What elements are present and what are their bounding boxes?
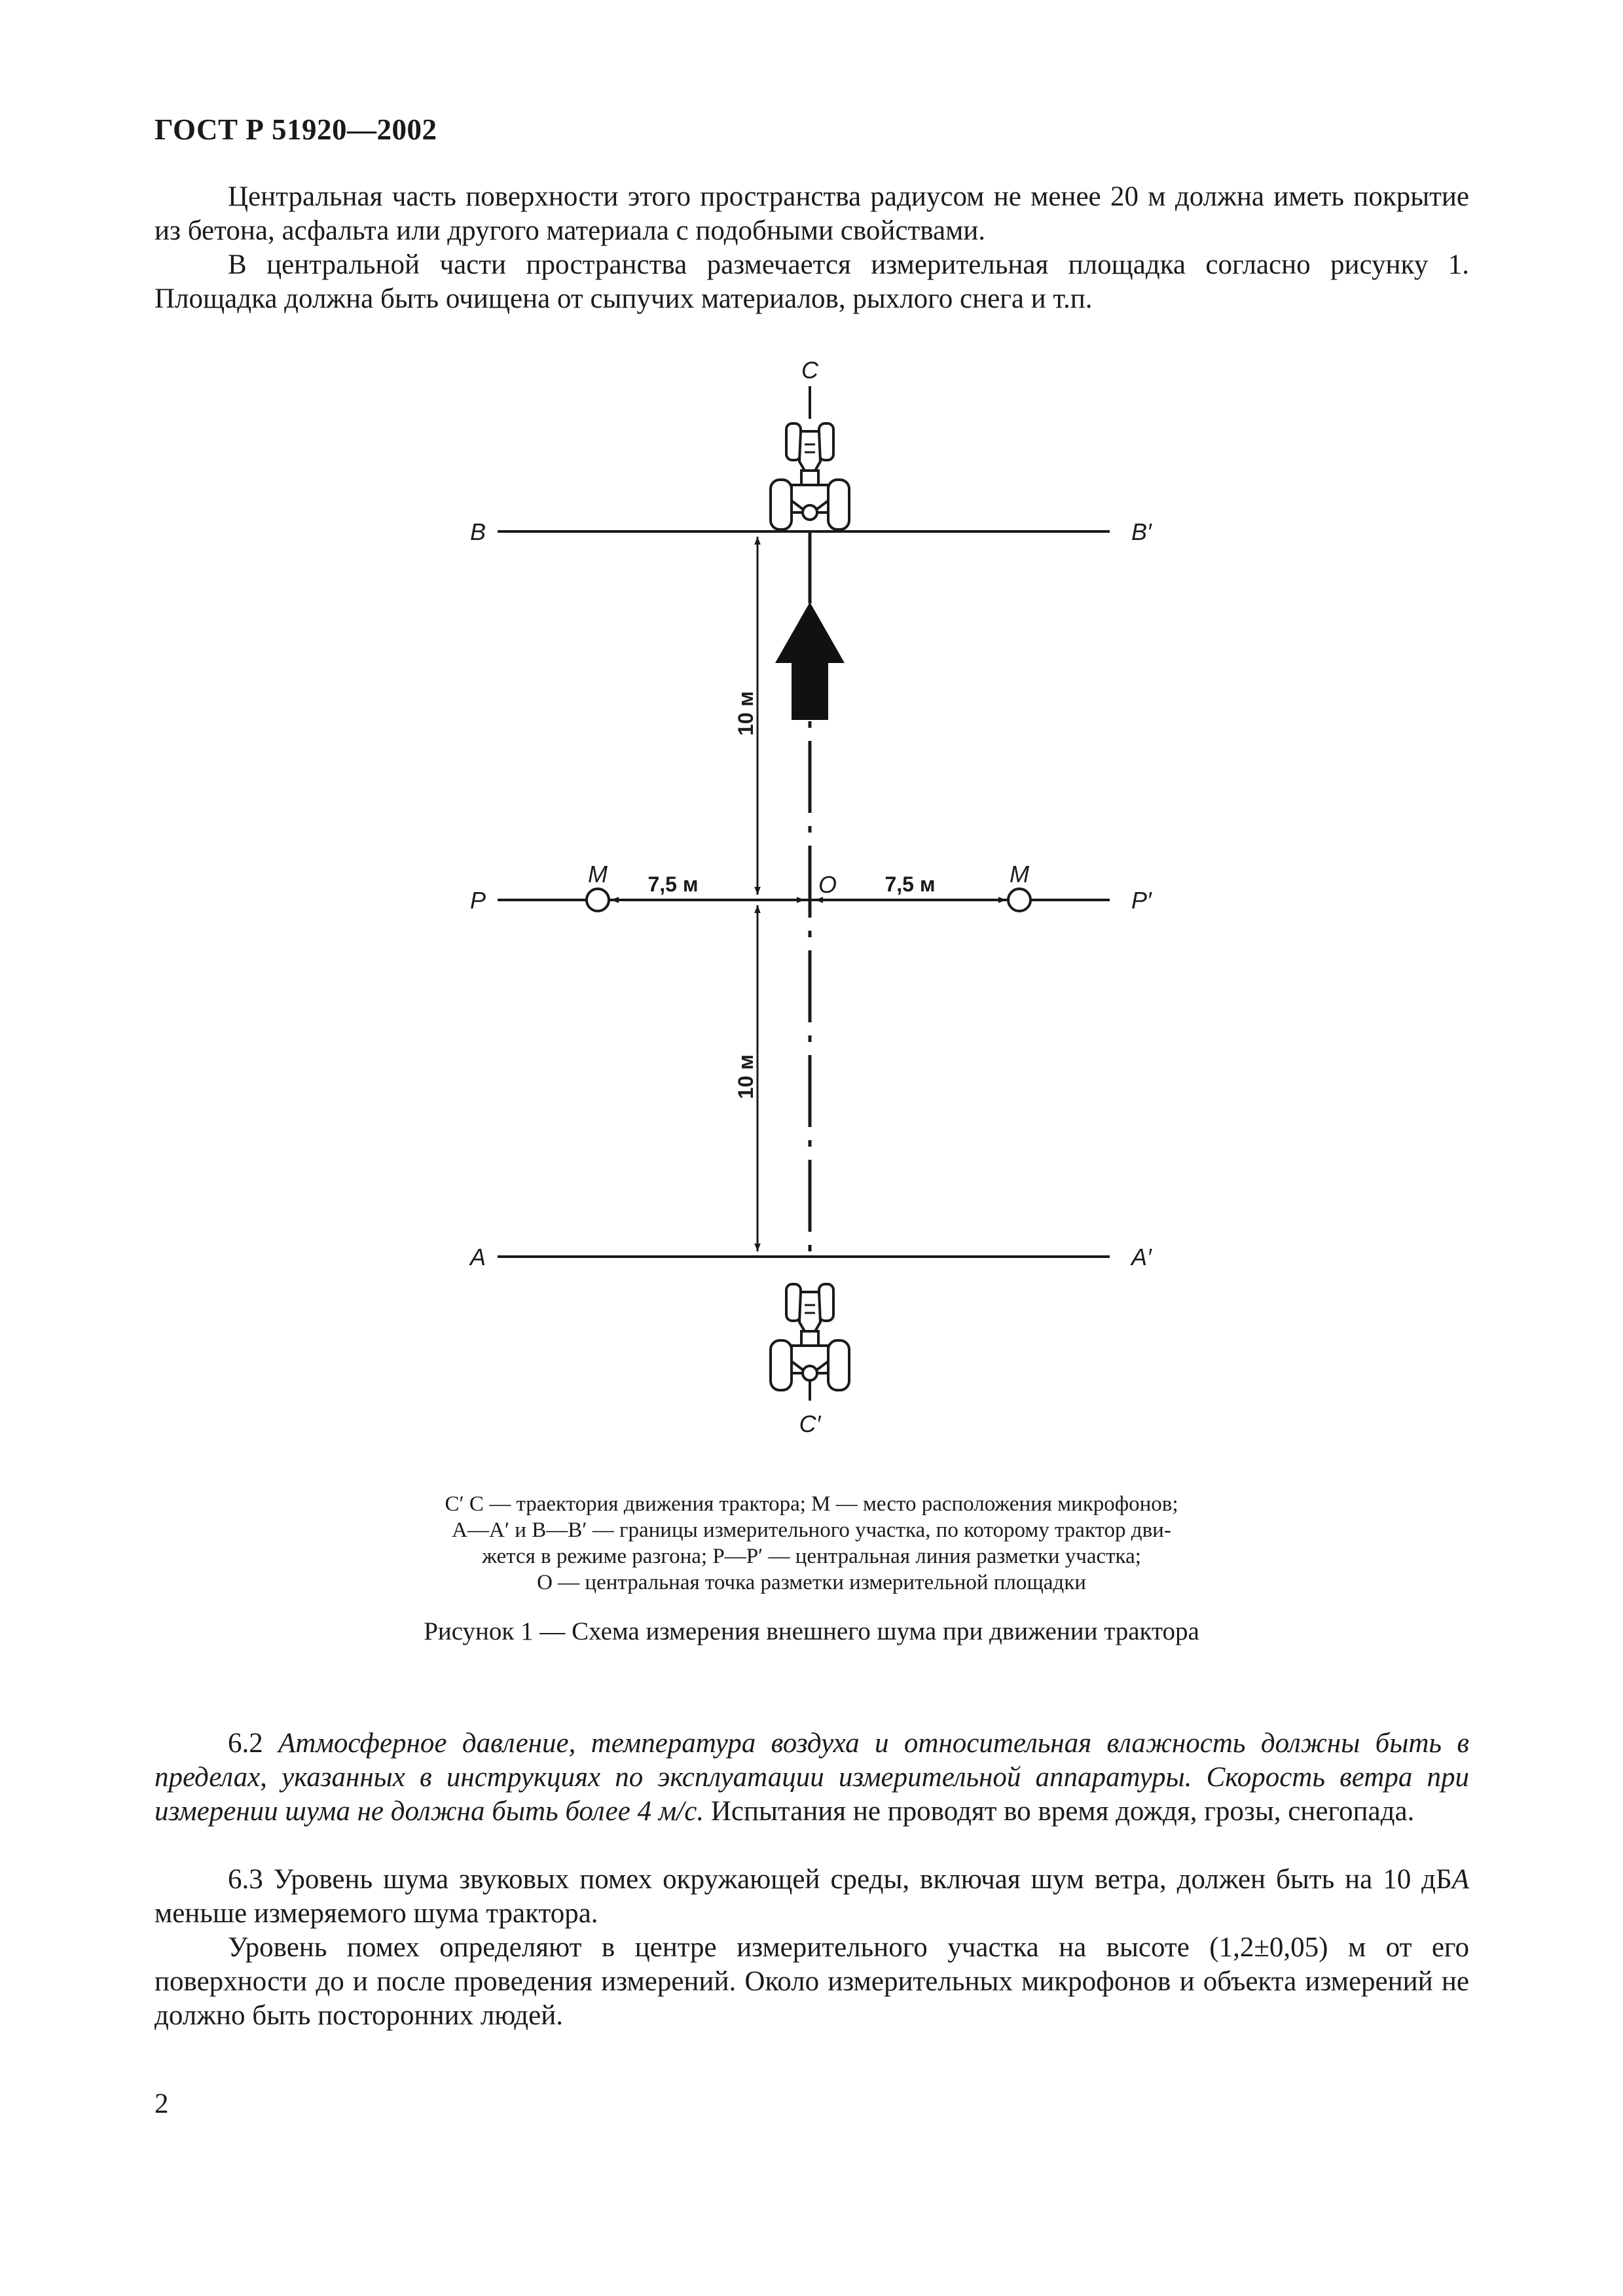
section-6-2-paragraph [155, 1727, 1469, 1829]
figure-legend-line-4: O — центральная точка разметки измерительной площадки [537, 1571, 1086, 1594]
section-number: 6.3 [228, 1864, 263, 1895]
figure-legend-line-2: A—A′ и B—B′ — границы измерительного участка, по которому трактор дви- [452, 1518, 1171, 1542]
direction-arrow-icon [775, 602, 845, 720]
label-a-left: A [470, 1244, 486, 1270]
microphone-left-icon [587, 889, 609, 911]
section-6-3-unit: A [1451, 1864, 1469, 1895]
label-c-top: C [801, 357, 818, 384]
tractor-bottom-icon [771, 1284, 849, 1390]
section-6-3-paragraph [155, 1863, 1469, 1931]
section-number: 6.2 [228, 1728, 263, 1759]
label-b-left: B [470, 518, 486, 545]
section-6-2-normal-text: Испытания не проводят во время дождя, грозы, снегопада. [710, 1796, 1415, 1827]
label-m-right: M [1010, 861, 1029, 888]
section-6-2-italic-text: Атмосферное давление, температура воздуха и относительная влажность должны быть в пределах, указанных в инструкциях по эксплуатации измерительной аппаратуры. Скорость ветра при измерении шума не должна быть более 4 м/с. [155, 1728, 1469, 1827]
label-c-bottom: C′ [799, 1410, 821, 1437]
intro-paragraph-1: Центральная часть поверхности этого пространства радиусом не менее 20 м должна иметь покрытие из бетона, асфальта или другого материала с подобными свойствами. [155, 181, 1469, 246]
noise-level-paragraph: Уровень помех определяют в центре измерительного участка на высоте (1,2±0,05) м от его поверхности до и после проведения измерений. Около измерительных микрофонов и объекта измерений не должно быть посторонних людей. [155, 1932, 1469, 2031]
dim-label-mic-left: 7,5 м [647, 872, 699, 896]
tractor-top-icon [771, 423, 849, 529]
dim-label-lower: 10 м [734, 1054, 757, 1100]
label-b-right: B′ [1131, 518, 1152, 545]
figure-caption: Рисунок 1 — Схема измерения внешнего шума при движении трактора [424, 1617, 1199, 1645]
figure-legend-line-3: жется в режиме разгона; P—P′ — центральная линия разметки участка; [482, 1545, 1141, 1568]
figure-legend-line-1: C′ C — траектория движения трактора; M — место расположения микрофонов; [445, 1492, 1178, 1516]
label-o: O [818, 871, 837, 898]
dim-label-upper: 10 м [734, 691, 757, 736]
label-a-right: A′ [1131, 1244, 1152, 1270]
document-id-header: ГОСТ Р 51920—2002 [155, 113, 437, 146]
intro-paragraph-2: В центральной части пространства размечается измерительная площадка согласно рисунку 1. Площадка должна быть очищена от сыпучих материалов, рыхлого снега и т.п. [155, 249, 1469, 314]
label-p-right: P′ [1131, 887, 1152, 914]
microphone-right-icon [1008, 889, 1030, 911]
dim-label-mic-right: 7,5 м [884, 872, 936, 896]
page-number: 2 [155, 2089, 169, 2119]
section-6-3-text-b: меньше измеряемого шума трактора. [155, 1898, 598, 1929]
label-p-left: P [470, 887, 486, 914]
label-m-left: M [588, 861, 608, 888]
section-6-3-text-a: Уровень шума звуковых помех окружающей среды, включая шум ветра, должен быть на 10 дБ [273, 1864, 1452, 1895]
